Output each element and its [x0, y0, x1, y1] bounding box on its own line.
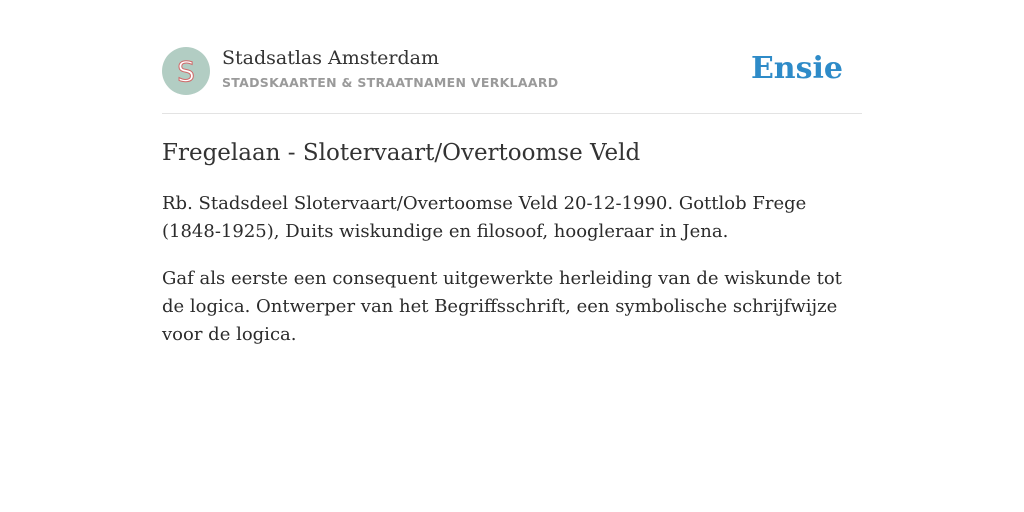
entry-body — [162, 190, 862, 349]
site-header — [162, 0, 862, 114]
entry-content — [162, 138, 862, 349]
site-title-link[interactable]: Stadsatlas Amsterdam — [222, 47, 440, 69]
ensie-logo-link[interactable]: Ensie — [750, 51, 843, 86]
page-title: Fregelaan - Slotervaart/Overtoomse Veld — [162, 140, 641, 166]
entry-paragraph-2: Gaf als eerste een consequent uitgewerkte herleiding van de wiskunde tot de logica. Ontwerper van het Begriffsschrift, een symbolische schrijfwijze voor de logica. — [162, 268, 842, 345]
site-subtitle: STADSKAARTEN & STRAATNAMEN VERKLAARD — [222, 75, 559, 90]
brand-block — [222, 46, 558, 90]
page-container — [162, 0, 862, 349]
avatar-letter: S — [177, 54, 195, 88]
entry-paragraph-1: Rb. Stadsdeel Slotervaart/Overtoomse Veld 20-12-1990. Gottlob Frege (1848-1925), Duits wiskundige en filosoof, hoogleraar in Jena. — [162, 193, 807, 242]
avatar[interactable] — [162, 47, 210, 95]
